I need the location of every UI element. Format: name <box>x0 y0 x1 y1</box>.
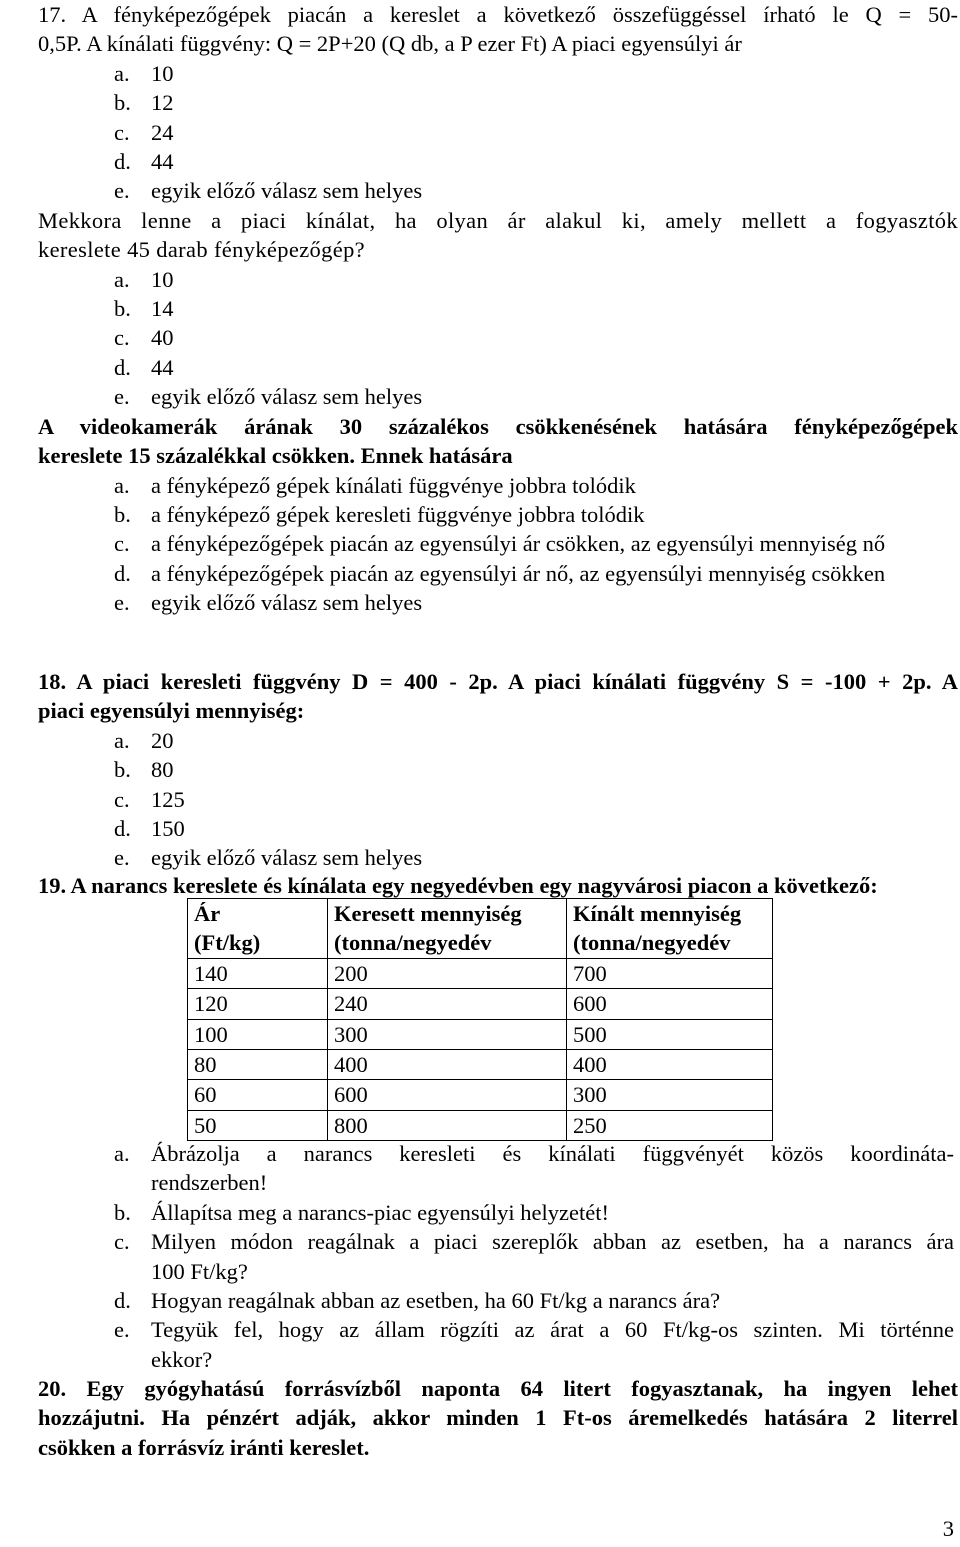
table-row: 120 240 600 <box>188 989 773 1019</box>
option: e. egyik előző válasz sem helyes <box>114 590 423 616</box>
question-17-text-line1: 17. A fényképezőgépek piacán a kereslet a következő összefüggéssel írható le Q = 50- <box>38 2 958 27</box>
option: b. 80 <box>114 757 174 783</box>
question-20-line3: csökken a forrásvíz iránti kereslet. <box>38 1434 370 1460</box>
option: d. 150 <box>114 816 185 842</box>
table-header-demanded-quantity: Keresett mennyiség (tonna/negyedév <box>328 899 567 959</box>
option: e. egyik előző válasz sem helyes <box>114 178 423 204</box>
table-row: 80 400 400 <box>188 1050 773 1080</box>
subquestion-3-line1: A videokamerák árának 30 százalékos csökkenésének hatására fényképezőgépek <box>38 413 958 439</box>
orange-supply-demand-table <box>187 898 773 1141</box>
table-row: 100 300 500 <box>188 1019 773 1049</box>
question-19 <box>38 871 958 900</box>
subquestion-2-line1: Mekkora lenne a piaci kínálat, ha olyan ár alakul ki, amely mellett a fogyasztók <box>38 207 958 233</box>
question-number: 17. <box>38 2 67 27</box>
question-number: 19. <box>38 873 67 898</box>
option: d. a fényképezőgépek piacán az egyensúlyi ár nő, az egyensúlyi mennyiség csökken <box>114 560 886 586</box>
table-row: 60 600 300 <box>188 1080 773 1110</box>
question-number: 18. <box>38 669 67 694</box>
option: a. 10 <box>114 266 174 292</box>
option: d. 44 <box>114 354 174 380</box>
question-18-text-line2: piaci egyensúlyi mennyiség: <box>38 698 305 724</box>
option: c. a fényképezőgépek piacán az egyensúlyi ár csökken, az egyensúlyi mennyiség nő <box>114 531 886 557</box>
table-row: 140 200 700 <box>188 958 773 988</box>
subquestion-2-line2: kereslete 45 darab fényképezőgép? <box>38 237 366 263</box>
question-20-line1: 20. Egy gyógyhatású forrásvízből naponta 64 litert fogyasztanak, ha ingyen lehet <box>38 1376 959 1401</box>
option: a. 10 <box>114 60 174 86</box>
task: c. Milyen módon reagálnak a piaci szereplők abban az esetben, ha a narancs ára 100 Ft/kg? <box>114 1229 954 1284</box>
question-number: 20. <box>38 1376 67 1401</box>
question-18-text-line1: 18. A piaci keresleti függvény D = 400 - 2p. A piaci kínálati függvény S = -100 + 2p. A <box>38 669 958 694</box>
option: a. 20 <box>114 727 174 753</box>
page-number: 3 <box>942 1516 954 1541</box>
option: e. egyik előző válasz sem helyes <box>114 845 423 871</box>
table-header-row <box>188 899 773 959</box>
question-18 <box>38 667 958 873</box>
option: c. 40 <box>114 325 174 351</box>
option: c. 125 <box>114 786 185 812</box>
option: a. a fényképező gépek kínálati függvénye jobbra tolódik <box>114 472 636 498</box>
table-header-price: Ár (Ft/kg) <box>188 899 328 959</box>
option: c. 24 <box>114 119 174 145</box>
option: b. 12 <box>114 90 174 116</box>
table-header-supplied-quantity: Kínált mennyiség (tonna/negyedév <box>567 899 773 959</box>
task: b. Állapítsa meg a narancs-piac egyensúlyi helyzetét! <box>114 1199 609 1225</box>
task: e. Tegyük fel, hogy az állam rögzíti az árat a 60 Ft/kg-os szinten. Mi történne ekkor? <box>114 1317 954 1372</box>
subquestion-3-line2: kereslete 15 százalékkal csökken. Ennek hatására <box>38 443 513 469</box>
question-17-text-line2: 0,5P. A kínálati függvény: Q = 2P+20 (Q db, a P ezer Ft) A piaci egyensúlyi ár <box>38 31 742 57</box>
option: b. 14 <box>114 296 174 322</box>
question-20 <box>38 1374 958 1462</box>
task: d. Hogyan reagálnak abban az esetben, ha 60 Ft/kg a narancs ára? <box>114 1288 721 1314</box>
option: d. 44 <box>114 149 174 175</box>
question-17 <box>38 0 958 618</box>
question-19-tasks <box>38 1139 958 1374</box>
task: a. Ábrázolja a narancs keresleti és kínálati függvényét közös koordináta- rendszerben! <box>114 1141 954 1196</box>
table-row: 50 800 250 <box>188 1110 773 1140</box>
question-20-line2: hozzájutni. Ha pénzért adják, akkor minden 1 Ft-os áremelkedés hatására 2 literrel <box>38 1405 958 1431</box>
question-19-text: 19. A narancs kereslete és kínálata egy negyedévben egy nagyvárosi piacon a következő: <box>38 873 878 898</box>
option: b. a fényképező gépek keresleti függvénye jobbra tolódik <box>114 501 645 527</box>
option: e. egyik előző válasz sem helyes <box>114 384 423 410</box>
